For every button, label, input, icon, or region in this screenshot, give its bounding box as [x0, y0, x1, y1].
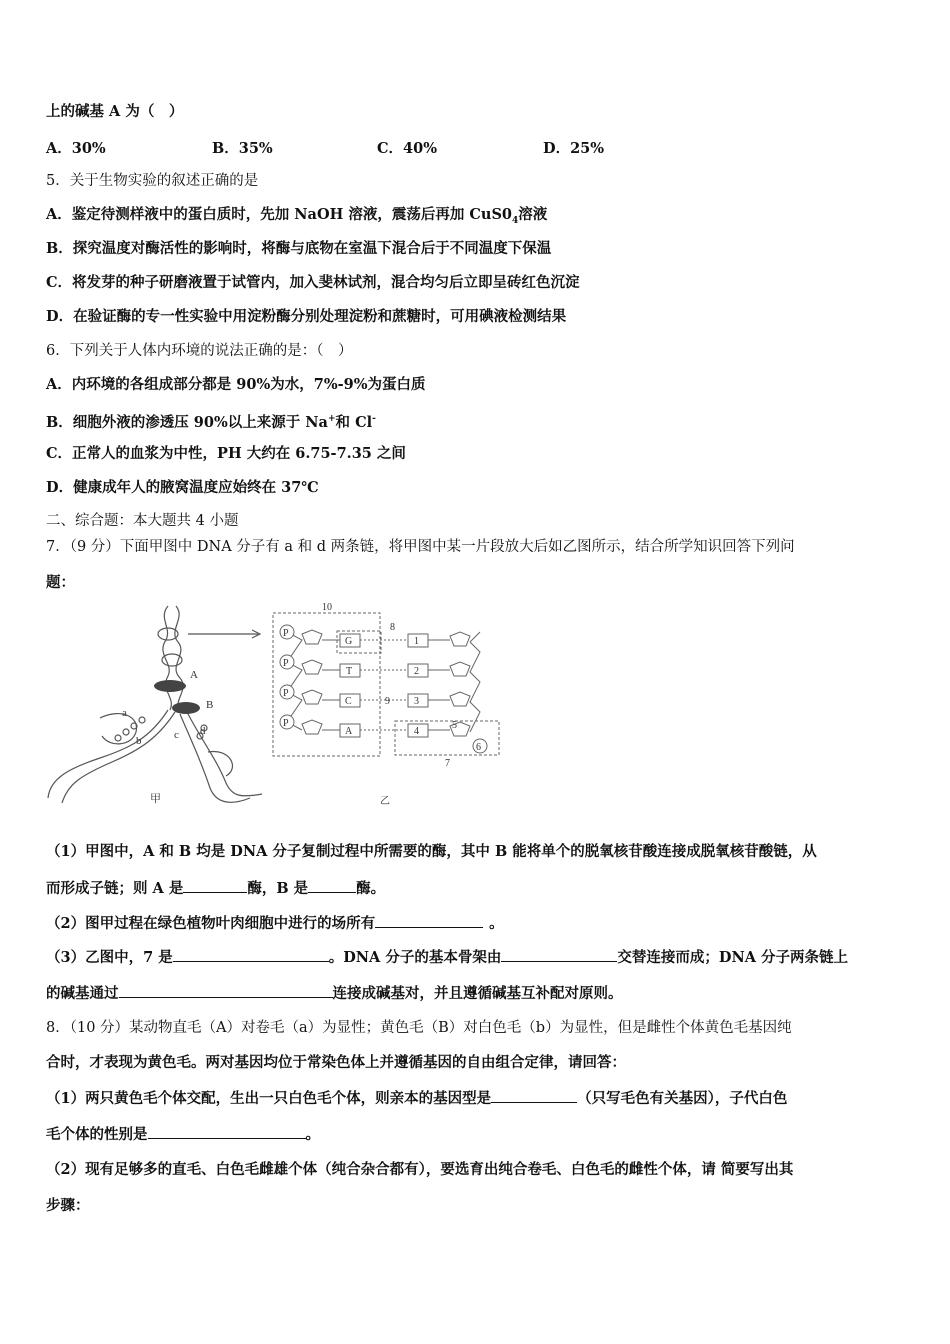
- left-base: G: [345, 636, 353, 647]
- q6-option-d: D．健康成年人的腋窝温度应始终在 37℃: [46, 479, 319, 496]
- nucleotide-dot: [139, 717, 145, 723]
- label-10: 10: [322, 602, 332, 613]
- section-heading: 二、综合题：本大题共 4 小题: [46, 513, 239, 529]
- q8-part2-line2: 步骤：: [46, 1197, 90, 1214]
- label-9: 9: [385, 696, 390, 707]
- q7-part1-text-c: 酶。: [356, 880, 386, 897]
- nucleotide-dot: [123, 729, 129, 735]
- enzyme-a-icon: [154, 680, 186, 692]
- q4-stem-tail: 上的碱基 A 为（ ）: [46, 103, 184, 120]
- answer-blank-sex[interactable]: [148, 1124, 306, 1139]
- label-5: 5: [452, 720, 457, 731]
- q7-part3-text-a: （3）乙图中，7 是: [46, 949, 173, 966]
- q6-option-c: C．正常人的血浆为中性，PH 大约在 6.75-7.35 之间: [46, 445, 406, 462]
- jia-label-d: d: [200, 725, 206, 737]
- row-1: [280, 625, 470, 647]
- jia-label-c: c: [174, 729, 179, 741]
- jia-label-B: B: [206, 699, 214, 711]
- q7-part1-text-a: 而形成子链；则 A 是: [46, 880, 184, 897]
- q8-stem-line2: 合时，才表现为黄色毛。两对基因均位于常染色体上并遵循基因的自由组合定律，请回答：: [46, 1054, 626, 1071]
- q5-option-c: C．将发芽的种子研磨液置于试管内，加入斐林试剂，混合均匀后立即呈砖红色沉淀: [46, 274, 580, 291]
- answer-blank-location[interactable]: [375, 913, 483, 928]
- right-number: 1: [414, 636, 419, 647]
- answer-blank-bond[interactable]: [119, 983, 333, 998]
- q6-option-b-sup2: -: [372, 414, 376, 424]
- q4-option-b: B．35%: [212, 140, 273, 157]
- q7-part2-text: （2）图甲过程在绿色植物叶肉细胞中进行的场所有: [46, 915, 376, 932]
- helix-loop-2: [162, 654, 182, 666]
- q5-option-a-suffix: 溶液: [518, 206, 548, 223]
- right-backbone: [470, 632, 480, 732]
- label-7: 7: [445, 758, 450, 769]
- right-number: 4: [414, 726, 419, 737]
- label-6: 6: [476, 742, 481, 753]
- right-number: 2: [414, 666, 419, 677]
- p-label: P: [283, 628, 289, 639]
- q6-option-b-sup1: +: [327, 414, 336, 424]
- helix-strand-left-inner: [62, 712, 175, 803]
- q4-option-c: C．40%: [377, 140, 437, 157]
- q6-option-a: A．内环境的各组成部分都是 90%为水，7%-9%为蛋白质: [46, 376, 426, 393]
- q5-stem: 5．关于生物实验的叙述正确的是: [46, 173, 259, 189]
- q5-option-b: B．探究温度对酶活性的影响时，将酶与底物在室温下混合后于不同温度下保温: [46, 240, 552, 257]
- q6-option-b-text: B．细胞外液的渗透压 90%以上来源于 Na: [46, 413, 328, 431]
- q7-part3-line1: [46, 947, 848, 968]
- q8-part1-text-a: （1）两只黄色毛个体交配，生出一只白色毛个体，则亲本的基因型是: [46, 1090, 492, 1107]
- q5-option-a: [46, 205, 547, 231]
- helix-strand-right-inner: [186, 710, 262, 796]
- helix-curl-left: [100, 714, 137, 744]
- q4-option-a: A．30%: [46, 140, 106, 157]
- q7-part2: [46, 913, 504, 934]
- q8-stem-line1: 8．（10 分）某动物直毛（A）对卷毛（a）为显性；黄色毛（B）对白色毛（b）为显性，但是雌性个体黄色毛基因纯: [46, 1020, 792, 1036]
- answer-blank-enzyme-b[interactable]: [308, 878, 356, 893]
- answer-blank-7[interactable]: [173, 947, 329, 962]
- q7-part2-end: 。: [489, 915, 504, 932]
- jia-label-b: b: [136, 735, 142, 747]
- helix-strand-right-outer: [180, 714, 250, 802]
- q7-part1-line2: [46, 878, 385, 899]
- answer-blank-backbone[interactable]: [501, 947, 617, 962]
- q8-part2-line1: （2）现有足够多的直毛、白色毛雌雄个体（纯合杂合都有），要选育出纯合卷毛、白色毛的雌性个体，请 简要写出其: [46, 1161, 794, 1178]
- q7-part1-text-b: 酶，B 是: [247, 880, 309, 897]
- q8-part1-text-d: 。: [305, 1126, 320, 1143]
- answer-blank-enzyme-a[interactable]: [183, 878, 247, 893]
- row-2: [280, 655, 470, 677]
- q4-option-d: D．25%: [543, 140, 605, 157]
- q7-part3-text-e: 连接成碱基对，并且遵循碱基互补配对原则。: [332, 985, 623, 1002]
- left-base: T: [346, 666, 353, 677]
- q7-part3-line2: [46, 983, 623, 1004]
- q6-option-b-mid: 和 Cl: [335, 413, 373, 431]
- q5-option-d: D．在验证酶的专一性实验中用淀粉酶分别处理淀粉和蔗糖时，可用碘液检测结果: [46, 308, 567, 325]
- p-label: P: [283, 688, 289, 699]
- p-label: P: [283, 658, 289, 669]
- row-3: [280, 685, 470, 707]
- q7-part3-text-c: 交替连接而成；DNA 分子两条链上: [617, 949, 849, 966]
- q7-part1-line1: （1）甲图中，A 和 B 均是 DNA 分子复制过程中所需要的酶，其中 B 能将单个的脱氧核苷酸连接成脱氧核苷酸链，从: [46, 843, 817, 860]
- q7-part3-text-d: 的碱基通过: [46, 985, 119, 1002]
- q6-option-b: [46, 409, 376, 433]
- dna-figure: [40, 598, 510, 813]
- q7-part3-text-b: 。DNA 分子的基本骨架由: [328, 949, 502, 966]
- label-8: 8: [390, 622, 395, 633]
- left-base: A: [345, 726, 353, 737]
- q8-part1-line1: [46, 1088, 787, 1109]
- q7-stem-line2: 题：: [46, 574, 75, 591]
- answer-blank-genotype[interactable]: [491, 1088, 577, 1103]
- helix-strand-top-1: [163, 606, 171, 710]
- right-number: 3: [414, 696, 419, 707]
- left-base: C: [345, 696, 352, 707]
- q5-option-a-subscript: 4: [512, 215, 519, 226]
- q8-part1-line2: [46, 1124, 320, 1145]
- enzyme-b-icon: [172, 702, 200, 714]
- q7-stem-line1: [46, 537, 795, 557]
- jia-label-A: A: [190, 669, 198, 681]
- q7-stem-text: 7．（9 分）下面甲图中 DNA 分子有 a 和 d 两条链，将甲图中某一片段放大后如乙图所示，结合所学知识回答下列问: [46, 539, 795, 555]
- q8-part1-text-c: 毛个体的性别是: [46, 1126, 148, 1143]
- nucleotide-dot: [115, 735, 121, 741]
- q8-part1-text-b: （只写毛色有关基因），子代白色: [577, 1090, 788, 1107]
- p-label: P: [283, 718, 289, 729]
- q6-stem: 6．下列关于人体内环境的说法正确的是：（ ）: [46, 343, 353, 359]
- q5-option-a-text: A．鉴定待测样液中的蛋白质时，先加 NaOH 溶液，震荡后再加 CuS0: [46, 206, 513, 223]
- helix-strand-left-outer: [48, 710, 168, 798]
- jia-label-a: a: [122, 707, 127, 719]
- jia-caption: 甲: [150, 793, 161, 805]
- yi-caption: 乙: [380, 796, 390, 807]
